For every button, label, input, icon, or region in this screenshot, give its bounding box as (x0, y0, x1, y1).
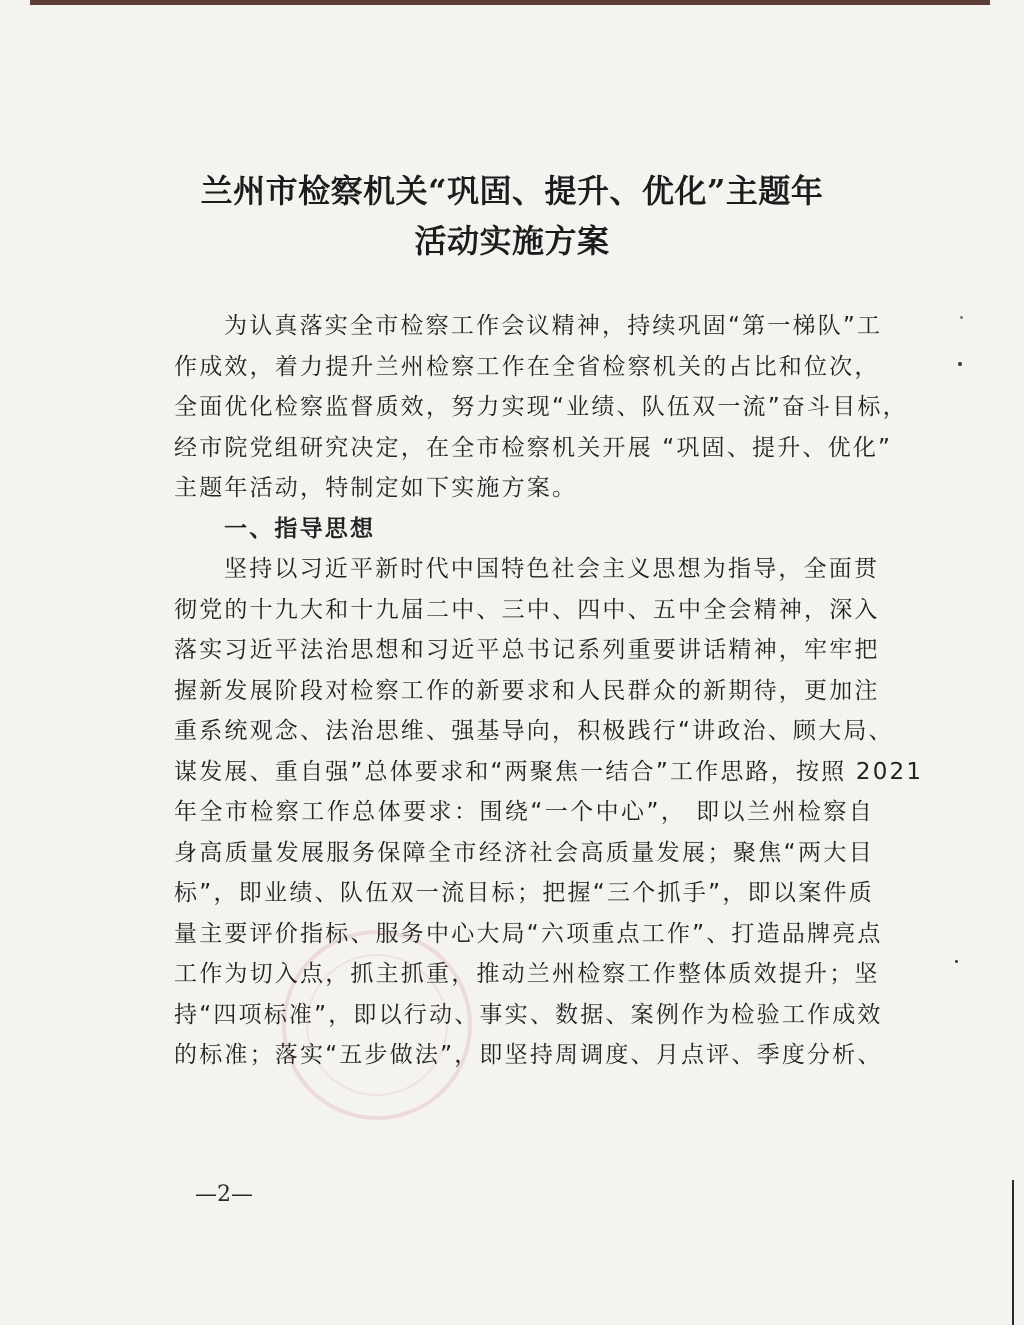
body-line: 彻党的十九大和十九届二中、三中、四中、五中全会精神，深入 (174, 596, 880, 623)
body-line: 落实习近平法治思想和习近平总书记系列重要讲话精神，牢牢把 (174, 637, 880, 663)
body-line: 握新发展阶段对检察工作的新要求和人民群众的新期待，更加注 (174, 677, 880, 704)
body-line: 量主要评价指标、服务中心大局“六项重点工作”、打造品牌亮点 (174, 920, 883, 947)
intro-line: 主题年活动，特制定如下实施方案。 (174, 475, 578, 501)
scan-speck (960, 316, 963, 319)
intro-line: 为认真落实全市检察工作会议精神，持续巩固“第一梯队”工 (224, 313, 883, 339)
section-heading: 一、指导思想 (224, 515, 376, 542)
intro-line: 作成效，着力提升兰州检察工作在全省检察机关的占比和位次， (174, 353, 880, 380)
intro-line: 经市院党组研究决定，在全市检察机关开展 “巩固、提升、优化” (174, 434, 893, 461)
body-line: 标”，即业绩、队伍双一流目标；把握“三个抓手”，即以案件质 (174, 880, 874, 906)
title-line-2: 活动实施方案 (414, 222, 610, 260)
scan-speck (958, 362, 962, 366)
body-line: 持“四项标准”，即以行动、事实、数据、案例作为检验工作成效 (174, 1001, 883, 1028)
body-line: 谋发展、重自强”总体要求和“两聚焦一结合”工作思路，按照 2021 (174, 758, 924, 785)
page-number: —2— (195, 1182, 253, 1207)
scan-speck (955, 960, 958, 963)
title-line-1: 兰州市检察机关“巩固、提升、优化”主题年 (200, 172, 824, 210)
body-line: 的标准；落实“五步做法”，即坚持周调度、月点评、季度分析、 (174, 1042, 883, 1068)
scan-right-edge (1012, 1180, 1014, 1325)
body-line: 年全市检察工作总体要求：围绕“一个中心”， 即以兰州检察自 (174, 799, 874, 825)
body-line: 身高质量发展服务保障全市经济社会高质量发展；聚焦“两大目 (174, 839, 874, 866)
scan-top-edge (30, 0, 990, 5)
document-title (80, 166, 944, 266)
body-line: 重系统观念、法治思维、强基导向，积极践行“讲政治、顾大局、 (174, 718, 894, 744)
body-line: 工作为切入点，抓主抓重，推动兰州检察工作整体质效提升；坚 (174, 961, 880, 987)
body-line: 坚持以习近平新时代中国特色社会主义思想为指导，全面贯 (224, 556, 880, 582)
intro-line: 全面优化检察监督质效，努力实现“业绩、队伍双一流”奋斗目标， (174, 394, 908, 420)
document-body (174, 306, 924, 1076)
